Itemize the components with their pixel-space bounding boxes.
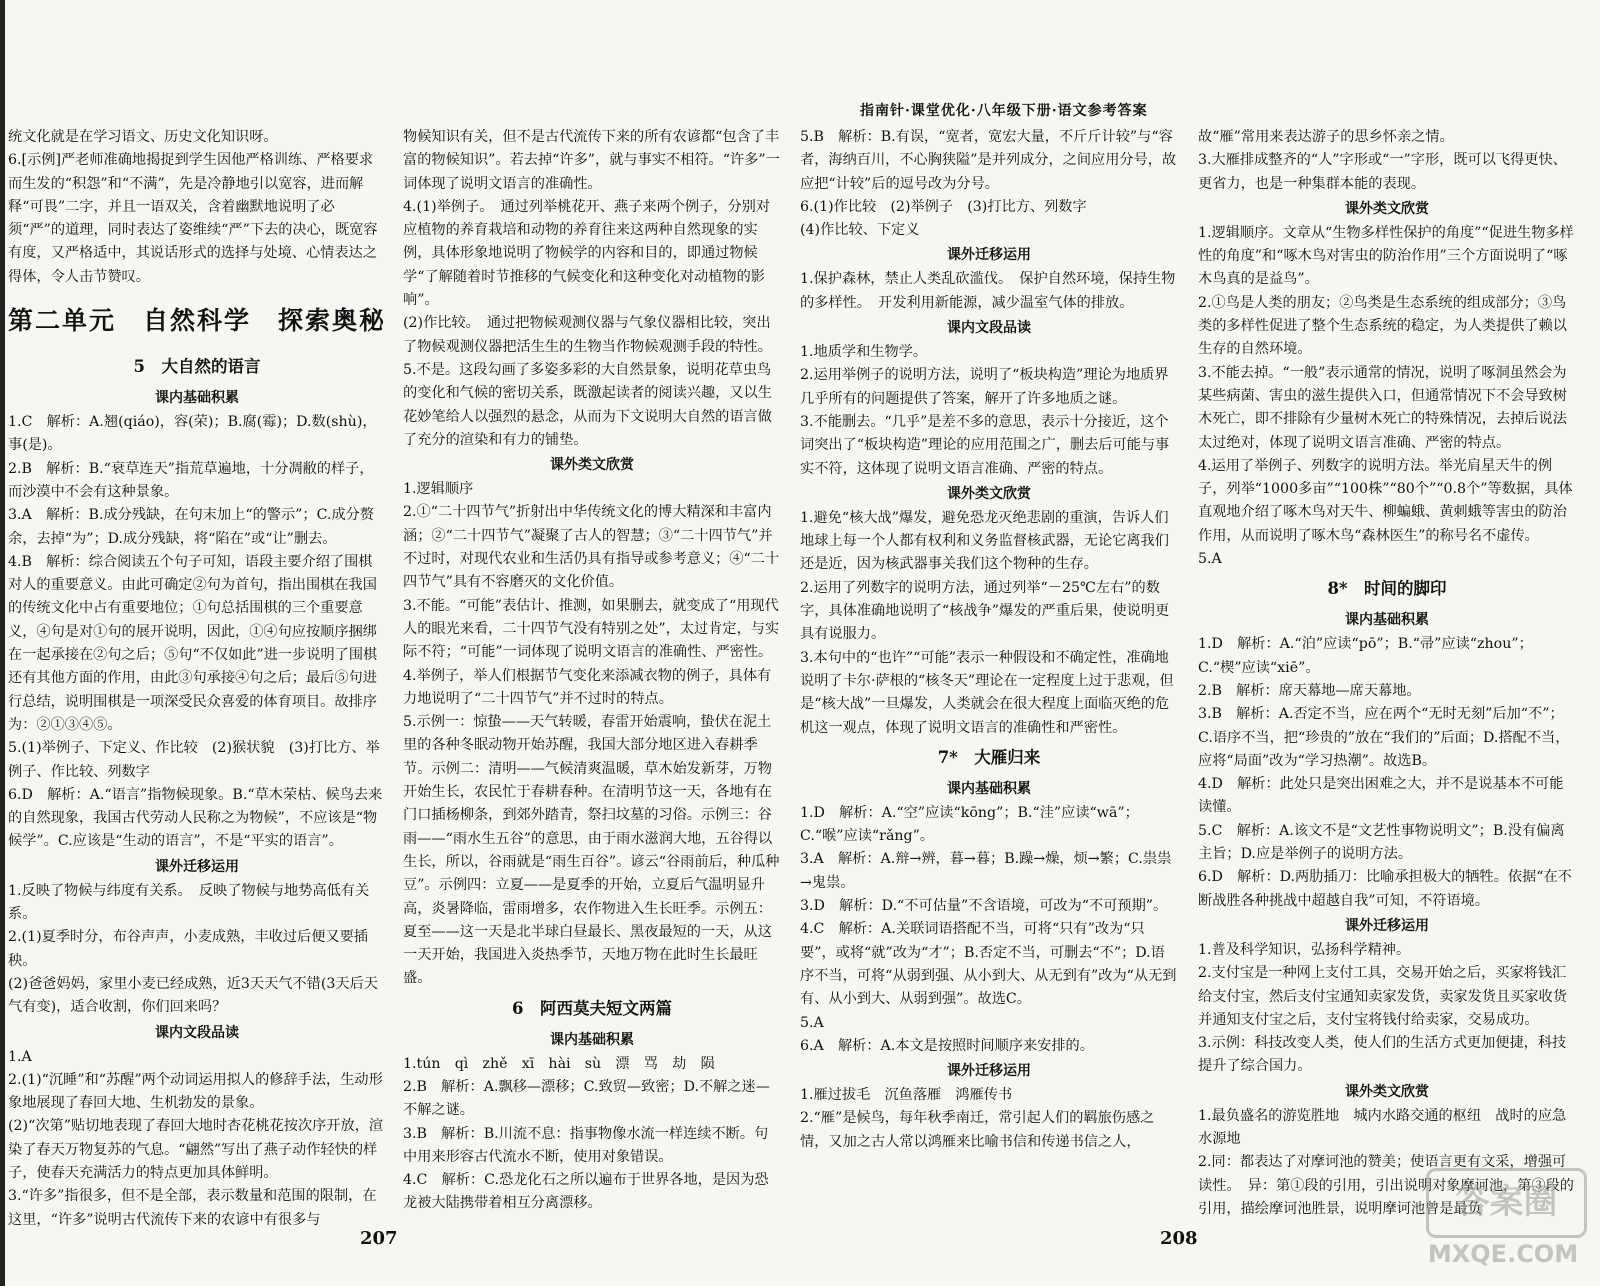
answer-item: 6.(1)作比较 (2)举例子 (3)打比方、列数字	[800, 198, 1087, 215]
answer-item: 2.①鸟是人类的朋友；②鸟类是生态系统的组成部分；③鸟类的多样性促进了整个生态系统的稳定，为人类提供了赖以生存的自然环境。	[1198, 294, 1567, 358]
answer-item: 2.支付宝是一种网上支付工具，交易开始之后，买家将钱汇给支付宝，然后支付宝通知卖家发货，卖家发货且买家收货并通知支付宝之后，支付宝将钱付给卖家，交易成功。	[1198, 965, 1567, 1028]
answer-item: 1.A	[8, 1048, 32, 1065]
answer-item: 2.①“二十四节气”折射出中华传统文化的博大精深和丰富内涵；②“二十四节气”凝聚了古人的智慧；③“二十四节气”并不过时，对现代农业和生活仍具有指导或参考意义；④“二十四节气”具有不容磨灭的文化价值。	[403, 504, 780, 591]
column-2	[403, 126, 781, 1216]
answer-item: 1.反映了物候与纬度有关系。 反映了物候与地势高低有关系。	[8, 882, 370, 923]
paragraph: 6.[示例]严老师准确地揭捉到学生因他严格训练、严格要求而生发的“积怨”和“不满”，先是冷静地引以宽容，进而解释“可畏”二字，并且一语双关，含着幽默地说明了必须“严”的道理，同时表达了姿维续“严”下去的决心，既宽容有度，又严格适中，其说话形式的选择与处境、心情表达之得体，令人击节赞叹。	[8, 152, 378, 285]
section-heading: 课内基础积累	[947, 780, 1031, 797]
page-number-right: 208	[1160, 1228, 1198, 1249]
section-heading: 课内文段品读	[155, 1024, 239, 1041]
answer-item: 5.不是。这段勾画了多姿多彩的大自然景象，说明花草虫鸟的变化和气候的密切关系，既激起读者的阅读兴趣，又以生花妙笔给人以强烈的悬念，从而为下文说明大自然的语言做了充分的渲染和有力的铺垫。	[403, 361, 772, 448]
answer-item: 3.B 解析：A.否定不当，应在两个“无时无刻”后加“不”；C.语序不当，把“珍贵的”放在“我们的”后面；D.搭配不当，应将“局面”改为“学习热潮”。故选B。	[1198, 706, 1570, 769]
answer-item: 2.运用举例子的说明方法，说明了“板块构造”理论为地质界几乎所有的问题提供了答案，解开了许多地质之谜。	[800, 367, 1169, 407]
answer-item: 6.A 解析：A.本文是按照时间顺序来安排的。	[800, 1037, 1094, 1054]
answer-item: 5.B 解析：B.有误，“宽者，宽宏大量，不斤斤计较”与“容者，海纳百川，不心胸狭隘”是并列成分，之间应用分号，故应把“计较”后的逗号改为分号。	[800, 129, 1177, 192]
answer-item: (2)“次第”贴切地表现了春回大地时杏花桃花按次序开放，渲染了春天万物复苏的气息。“翩然”写出了燕子动作轻快的样子，使春天充满活力的特点更加具体鲜明。	[8, 1118, 384, 1181]
section-heading: 课外迁移运用	[947, 247, 1031, 264]
answer-item: 2.同：都表达了对摩诃池的赞美；使语言更有文采，增强可读性。 异：第①段的引用，引出说明对象摩诃池，第③段的引用，描绘摩诃池胜景，说明摩诃池曾是最负	[1198, 1154, 1574, 1217]
lesson-title: 7* 大雁归来	[937, 747, 1041, 767]
answer-item: 1.保护森林，禁止人类乱砍滥伐。 保护自然环境，保持生物的多样性。 开发利用新能源，减少温室气体的排放。	[800, 271, 1176, 311]
answer-item: 1.C 解析：A.翘(qiáo)，容(荣)；B.腐(霉)；D.数(shù)，事(是)。	[8, 414, 377, 454]
answer-item: 4.(1)举例子。 通过列举桃花开、燕子来两个例子，分别对应植物的养育栽培和动物的养育往来这两种自然现象的实例，具体形象地说明了物候学的内容和目的，即通过物候学“了解随着时节推移的气候变化和这种变化对动植物的影响”。	[403, 198, 771, 309]
answer-item: 1.避免“核大战”爆发，避免恐龙灭绝悲剧的重演，告诉人们地球上每一个人都有权利和义务监督核武器，无论它离我们还是近，因为核武器事关我们这个物种的生存。	[800, 509, 1169, 573]
answer-item: 1.逻辑顺序	[403, 481, 474, 498]
section-heading: 课外类文欣赏	[550, 457, 634, 474]
paragraph: 统文化就是在学习语文、历史文化知识呀。	[8, 129, 278, 145]
answer-item: 1.逻辑顺序。文章从“生物多样性保护的角度”“促进生物多样性的角度”和“啄木鸟对害虫的防治作用”三个方面说明了“啄木鸟真的是益鸟”。	[1198, 224, 1574, 288]
answer-item: 3.D 解析：D.“不可估量”不含语境，可改为“不可预期”。	[800, 898, 1168, 915]
answer-item: 2.B 解析：B.“衰草连天”指荒草遍地，十分凋敝的样子，而沙漠中不会有这种景象。	[8, 460, 374, 500]
watermark-logo	[1418, 1168, 1588, 1278]
answer-item: 2.“雁”是候鸟，每年秋季南迁，常引起人们的羁旅伤感之情，又加之古人常以鸿雁来比喻书信和传递书信之人，	[800, 1110, 1155, 1150]
column-4	[1198, 126, 1576, 1221]
answer-item: 3.本句中的“也许”“可能”表示一种假设和不确定性，准确地说明了卡尔·萨根的“核冬天”理论在一定程度上过于悲观，但是“核大战”一旦爆发，人类就会在很大程度上面临灭绝的危机这一观点，体现了说明文语言的准确性和严密性。	[800, 649, 1174, 736]
answer-item: 4.C 解析：A.关联词语搭配不当，可将“只有”改为“只要”，或将“就”改为“才”；B.否定不当，可删去“不”；D.语序不当，可将“从弱到强、从小到大、从无到有”改为“从无到有、从小到大、从弱到强”。故选C。	[800, 921, 1177, 1008]
section-heading: 课外类文欣赏	[1345, 1083, 1429, 1100]
answer-item: (2)作比较。 通过把物候观测仪器与气象仪器相比较，突出了物候观测仪器把活生生的生物当作物候观测手段的特性。	[403, 315, 772, 355]
answer-item: 3.B 解析：B.川流不息：指事物像水流一样连续不断。句中用来形容古代流水不断，使用对象错误。	[403, 1125, 769, 1165]
column-3	[800, 126, 1178, 1154]
column-1	[8, 126, 386, 1232]
answer-item: 4.B 解析：综合阅读五个句子可知，语段主要介绍了围棋对人的重要意义。由此可确定②句为首句，指出围棋在我国的传统文化中占有重要地位；①句总括围棋的三个重要意义，④句是对①句的展开说明，因此，①④句应按顺序捆绑在一起承接在②句之后；⑤句“不仅如此”进一步说明了围棋还有其他方面的作用，由此③句承接④句之后；最后⑤句进行总结，说明围棋是一项深受民众喜爱的体育项目。故排序为：②①③④⑤。	[8, 553, 378, 733]
answer-item: (2)爸爸妈妈，家里小麦已经成熟，近3天天气不错(3天后天气有变)，适合收割，你们回来吗？	[8, 975, 378, 1016]
section-heading: 课外类文欣赏	[947, 485, 1031, 502]
answer-item: 4.D 解析：此处只是突出困难之大，并不是说基本不可能读懂。	[1198, 776, 1564, 816]
answer-item: 3.A 解析：A.辩→辨，暮→暮；B.躁→燥，烦→繁；C.祟祟→鬼祟。	[800, 851, 1172, 891]
page-number-left: 207	[360, 1228, 398, 1249]
answer-item: 5.A	[1198, 551, 1222, 568]
section-heading: 课内基础积累	[550, 1031, 634, 1048]
answer-item: (4)作比较、下定义	[800, 222, 920, 239]
answer-item: 1.tún qì zhě xī hài sù 漂 骂 劫 陨	[403, 1055, 715, 1072]
answer-item: 1.最负盛名的游览胜地 城内水路交通的枢纽 战时的应急水源地	[1198, 1107, 1567, 1147]
answer-item: 3.不能去掉。“一般”表示通常的情况，说明了啄洞虽然会为某些病菌、害虫的滋生提供入口，但通常情况下不会导致树木死亡，即不排除有少量树木死亡的特殊情况，去掉后说法太过绝对，体现了说明文语言准确、严密的特点。	[1198, 364, 1567, 451]
section-heading: 课外类文欣赏	[1345, 200, 1429, 217]
answer-item: 5.C 解析：A.该文不是“文艺性事物说明文”；B.没有偏离主旨；D.应是举例子的说明方法。	[1198, 822, 1565, 863]
watermark-site-text: MXQE.COM	[1427, 1240, 1579, 1268]
section-heading: 课内文段品读	[947, 320, 1031, 337]
answer-item: 5.(1)举例子、下定义、作比较 (2)猴状貌 (3)打比方、举例子、作比较、列数字	[8, 740, 380, 780]
answer-item: 6.D 解析：D.两肋插刀：比喻承担极大的牺牲。依据“在不断战胜各种挑战中超越自我”可知，不符语境。	[1198, 869, 1572, 909]
answer-item: 2.(1)“沉睡”和“苏醒”两个动词运用拟人的修辞手法，生动形象地展现了春回大地、生机勃发的景象。	[8, 1071, 383, 1112]
answer-item: 2.(1)夏季时分，布谷声声，小麦成熟，丰收过后便又要插秧。	[8, 929, 368, 969]
section-heading: 课外迁移运用	[155, 858, 239, 875]
answer-item: 1.D 解析：A.“空”应读“kōng”；B.“洼”应读“wā”；C.“喉”应读“rǎng”。	[800, 804, 1139, 845]
answer-item: 5.示例一：惊蛰——天气转暖，春雷开始震响，蛰伏在泥土里的各种冬眠动物开始苏醒，我国大部分地区进入春耕季节。示例二：清明——气候清爽温暖，草木始发新芽，万物开始生长，农民忙于春耕春种。在清明节这一天，各地有在门口插杨柳条，到郊外踏青，祭扫坟墓的习俗。示例三：谷雨——“雨水生五谷”的意思，由于雨水滋润大地，五谷得以生长，所以，谷雨就是“雨生百谷”。谚云“谷雨前后，种瓜种豆”。示例四：立夏——是夏季的开始，立夏后气温明显升高，炎暑降临，雷雨增多，农作物进入生长旺季。示例五：夏至——这一天是北半球白昼最长、黑夜最短的一天，从这一天开始，我国进入炎热季节，天地万物在此时生长最旺盛。	[403, 714, 780, 987]
lesson-title: 8* 时间的脚印	[1327, 579, 1447, 599]
answer-item: 4.举例子，举人们根据节气变化来添减衣物的例子，具体有力地说明了“二十四节气”并不过时的特点。	[403, 667, 772, 707]
answer-item: 1.D 解析：A.“泊”应读“pō”；B.“帚”应读“zhou”；C.“楔”应读“xiē”。	[1198, 636, 1533, 676]
answer-item: 3.“许多”指很多，但不是全部，表示数量和范围的限制，在这里，“许多”说明古代流传下来的农谚中有很多与	[8, 1188, 377, 1228]
section-heading: 课内基础积累	[1345, 612, 1429, 629]
answer-item: 1.地质学和生物学。	[800, 344, 928, 361]
answer-item: 3.大雁排成整齐的“人”字形或“一”字形，既可以飞得更快、更省力，也是一种集群本能的表现。	[1198, 152, 1567, 192]
paragraph: 故“雁”常用来表达游子的思乡怀亲之情。	[1198, 129, 1454, 145]
answer-item: 3.不能。“可能”表估计、推测，如果删去，就变成了“用现代人的眼光来看，二十四节气没有特别之处”，太过肯定，与实际不符；“可能”一词体现了说明文语言的准确性、严密性。	[403, 597, 780, 661]
section-heading: 课外迁移运用	[947, 1063, 1031, 1080]
lesson-title: 5 大自然的语言	[133, 357, 261, 377]
answer-item: 3.A 解析：B.成分残缺，在句末加上“的警示”；C.成分赘余，去掉“为”；D.成分残缺，将“陷在”或“让”删去。	[8, 507, 375, 547]
answer-item: 3.示例：科技改变人类，使人们的生活方式更加便捷，科技提升了综合国力。	[1198, 1035, 1567, 1075]
section-heading: 课内基础积累	[155, 390, 239, 407]
unit-title: 第二单元 自然科学 探索奥秘	[8, 306, 386, 336]
section-heading: 课外迁移运用	[1345, 917, 1429, 934]
answer-item: 1.普及科学知识，弘扬科学精神。	[1198, 941, 1411, 958]
answer-item: 4.C 解析：C.恐龙化石之所以遍布于世界各地，是因为恐龙被大陆携带着相互分离漂移。	[403, 1172, 769, 1212]
answer-item: 5.A	[800, 1014, 824, 1031]
answer-item: 4.运用了举例子、列数字的说明方法。举光肩星天牛的例子，列举“1000多亩”“100株”“80个”“0.8个”等数据，具体直观地介绍了啄木鸟对天牛、柳蝙蛾、黄刺蛾等害虫的防治作用，从而说明了啄木鸟“森林医生”的称号名不虚传。	[1198, 457, 1573, 544]
answer-item: 2.B 解析：席天幕地—席天幕地。	[1198, 682, 1421, 699]
running-header: 指南针·课堂优化·八年级下册·语文参考答案	[860, 103, 1148, 119]
lesson-title: 6 阿西莫夫短文两篇	[512, 998, 672, 1018]
answer-item: 1.雁过拔毛 沉鱼落雁 鸿雁传书	[800, 1087, 1013, 1104]
watermark-logo-text: 答案圈	[1426, 1168, 1587, 1238]
answer-item: 6.D 解析：A.“语言”指物候现象。B.“草木荣枯、候鸟去来的自然现象，我国古代劳动人民称之为物候”，不应该是“物候学”。C.应该是“生动的语言”，不是“平实的语言”。	[8, 786, 383, 850]
answer-item: 2.运用了列数字的说明方法，通过列举“－25℃左右”的数字，具体准确地说明了“核战争”爆发的严重后果，使说明更具有说服力。	[800, 579, 1170, 643]
book-spine-edge	[0, 0, 5, 1286]
paragraph: 物候知识有关，但不是古代流传下来的所有农谚都“包含了丰富的物候知识”。若去掉“许多”，就与事实不相符。“许多”一词体现了说明文语言的准确性。	[403, 129, 780, 192]
answer-item: 2.B 解析：A.飘移—漂移；C.致贸—致密；D.不解之迷—不解之谜。	[403, 1078, 770, 1119]
answer-item: 3.不能删去。“几乎”是差不多的意思，表示十分接近，这个词突出了“板块构造”理论的应用范围之广，删去后可能与事实不符，这体现了说明文语言准确、严密的特点。	[800, 413, 1170, 477]
